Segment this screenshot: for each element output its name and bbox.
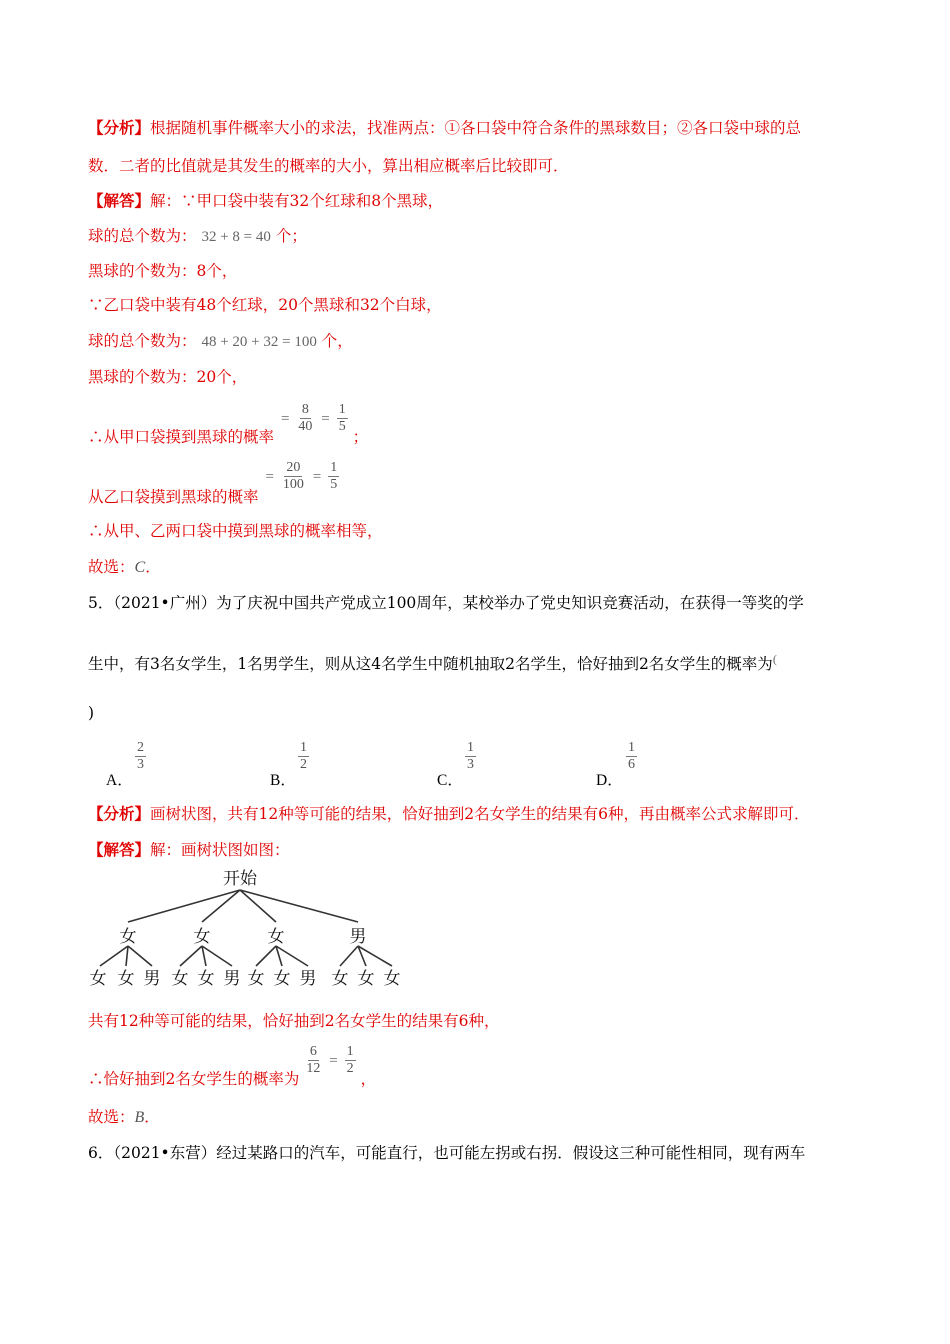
answer-letter: C [134, 559, 146, 576]
probability-formula: $\frac{6}{12}$ = $\frac{1}{2}$ [306, 1044, 354, 1076]
tree-leaf: 女 [383, 969, 401, 989]
tree-leaf: 女 [273, 969, 291, 989]
tree-node: 女 [119, 927, 137, 947]
tree-leaf: 男 [223, 969, 241, 989]
option-fraction: $\frac{1}{6}$ [628, 740, 635, 772]
black-count-line: 黑球的个数为：8个， [88, 262, 238, 280]
question-5-line-1: 5．（2021•广州）为了庆祝中国共产党成立100周年，某校举办了党史知识竞赛活动，在获得一等奖的学 [88, 594, 804, 612]
conclusion-line: ∴从甲、乙两口袋中摸到黑球的概率相等， [88, 522, 383, 540]
probability-yi-line: 从乙口袋摸到黑球的概率 = $\frac{20}{100}$ = $\frac{1}{5}$ [88, 460, 338, 506]
analysis-2-line: 【分析】画树状图，共有12种等可能的结果，恰好抽到2名女学生的结果有6种，再由概率公式求解即可． [88, 804, 810, 823]
option-fraction: $\frac{1}{2}$ [300, 740, 307, 772]
probability-jia-formula: = $\frac{8}{40}$ = $\frac{1}{5}$ [280, 402, 346, 434]
option-letter: B． [270, 772, 296, 789]
option-letter: A． [106, 772, 133, 789]
tree-leaf: 女 [247, 969, 265, 989]
tree-edges [100, 890, 392, 966]
option-letter: D． [596, 772, 623, 789]
question-5-line-2: 生中，有3名女学生，1名男学生，则从这4名学生中随机抽取2名学生，恰好抽到2名女学生的概率为( [88, 652, 777, 674]
total-expression-2: 48 + 20 + 32 = 100 [201, 334, 317, 350]
fraction: $\frac{20}{100}$ [282, 460, 304, 492]
tree-leaf: 女 [197, 969, 215, 989]
tree-leaf: 女 [357, 969, 375, 989]
fraction: $\frac{8}{40}$ [298, 402, 313, 434]
fraction: $\frac{6}{12}$ [306, 1044, 321, 1076]
total-count-line-2: 球的总个数为： 48 + 20 + 32 = 100 个， [88, 332, 353, 350]
analysis-line-1: 【分析】根据随机事件概率大小的求法，找准两点：①各口袋中符合条件的黑球数目；②各口袋中球的总 [88, 118, 802, 137]
option-fraction: $\frac{2}{3}$ [137, 740, 144, 772]
tree-leaf: 女 [171, 969, 189, 989]
tree-leaf: 男 [299, 969, 317, 989]
answer-letter: B [134, 1109, 145, 1126]
total-count-line: 球的总个数为： 32 + 8 = 40 个； [88, 227, 307, 245]
fraction: $\frac{1}{2}$ [346, 1044, 354, 1076]
tree-node: 女 [193, 927, 211, 947]
tree-diagram [80, 862, 420, 994]
fraction: $\frac{1}{5}$ [338, 402, 346, 434]
tree-leaf: 女 [117, 969, 135, 989]
probability-jia-line: ∴从甲口袋摸到黑球的概率 = $\frac{8}{40}$ = $\frac{1}{5}$ ； [88, 402, 369, 446]
solution-tag: 【解答】 [88, 840, 151, 859]
result-line: 共有12种等可能的结果，恰好抽到2名女学生的结果有6种， [88, 1012, 500, 1030]
tree-node: 男 [349, 927, 367, 947]
tree-leaf: 女 [89, 969, 107, 989]
question-6-line-1: 6．（2021•东营）经过某路口的汽车，可能直行，也可能左拐或右拐．假设这三种可能性相同，现有两车 [88, 1144, 806, 1162]
solution-2-intro: 【解答】解：画树状图如图： [88, 840, 290, 859]
solution-intro-2: ∵乙口袋中装有48个红球，20个黑球和32个白球， [88, 296, 442, 314]
probability-yi-formula: = $\frac{20}{100}$ = $\frac{1}{5}$ [265, 460, 338, 492]
question-5-paren-close: ) [88, 704, 95, 722]
choice-line-2: 故选：B． [88, 1108, 160, 1126]
analysis-tag: 【分析】 [88, 118, 151, 137]
fraction: $\frac{1}{5}$ [330, 460, 338, 492]
probability-line: ∴恰好抽到2名女学生的概率为 $\frac{6}{12}$ = $\frac{1}{2}$ ， [88, 1044, 377, 1088]
option-fraction: $\frac{1}{3}$ [467, 740, 474, 772]
tree-node: 女 [267, 927, 285, 947]
total-expression: 32 + 8 = 40 [201, 229, 271, 245]
analysis-tag: 【分析】 [88, 804, 151, 823]
solution-tag: 【解答】 [88, 191, 151, 210]
tree-root: 开始 [223, 869, 257, 889]
option-letter: C． [437, 772, 463, 789]
choice-line: 故选：C． [88, 558, 161, 576]
tree-leaf: 女 [331, 969, 349, 989]
tree-leaf: 男 [143, 969, 161, 989]
analysis-line-2: 数．二者的比值就是其发生的概率的大小，算出相应概率后比较即可． [88, 157, 569, 175]
solution-intro: 【解答】解：∵甲口袋中装有32个红球和8个黑球， [88, 191, 444, 210]
black-count-line-2: 黑球的个数为：20个， [88, 368, 248, 386]
